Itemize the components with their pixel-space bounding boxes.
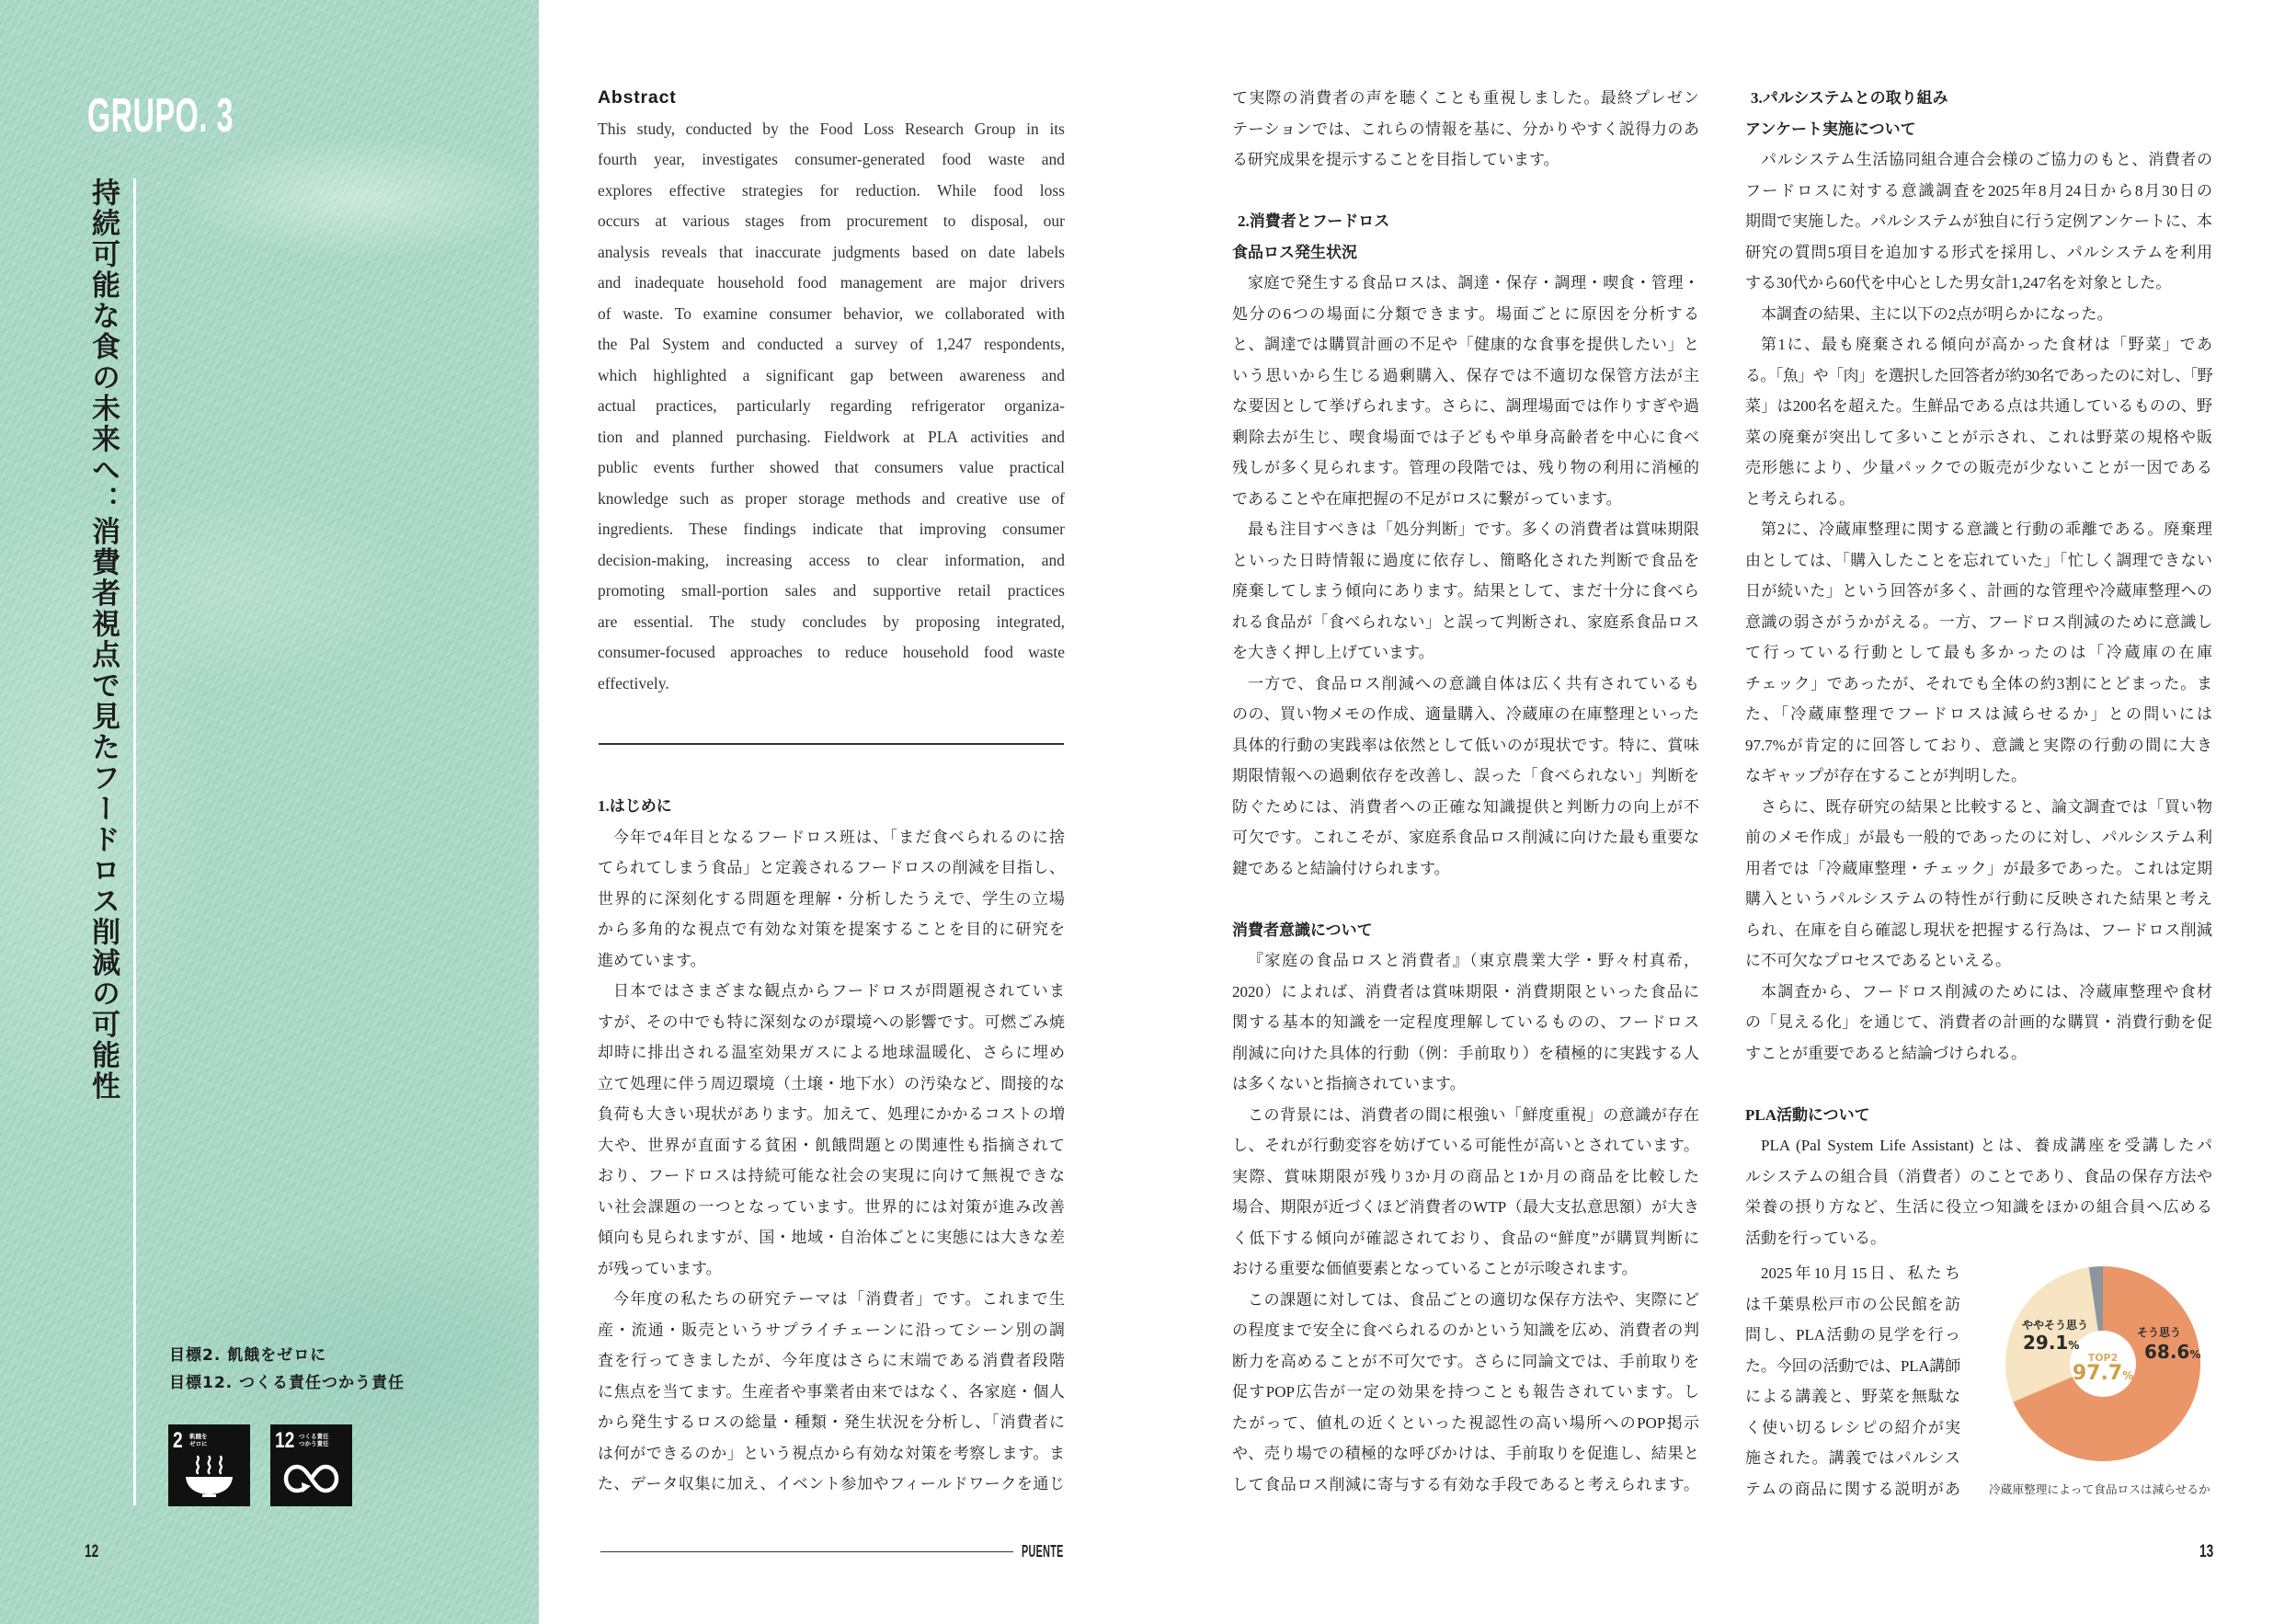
text-line: による講義と、野菜を無駄な [1745, 1388, 1960, 1405]
text-line: く使い切るレシピの紹介が実 [1745, 1418, 1960, 1436]
text-line: knowledge such as proper storage methods and creative use of [598, 488, 1065, 508]
subsection-heading: PLA活動について [1745, 1105, 1870, 1124]
text-line: 大や、世界が直面する貧困・飢餓問題との関連性も指摘されて [598, 1136, 1065, 1154]
sdg-goal-number: 12 [275, 1428, 295, 1453]
text-line: さらに、既存研究の結果と比較すると、論文調査では「買い物 [1761, 797, 2212, 816]
text-line: decision-making, increasing access to clear information, and [598, 550, 1065, 569]
text-line: 今年で4年目となるフードロス班は、「まだ食べられるのに捨 [613, 828, 1065, 846]
section-heading: 1.はじめに [598, 797, 672, 815]
text-line: して食品ロス削減に寄与する有効な手段であると考えられます。 [1232, 1475, 1699, 1493]
text-line: 残しが多く見られます。管理の段階では、残り物の利用に消極的 [1232, 459, 1699, 476]
text-line: フードロスに対する意識調査を2025年8月24日から8月30日の [1745, 181, 2212, 200]
text-line: ingredients. These findings indicate that improving consumer [598, 520, 1065, 538]
abstract-heading: Abstract [598, 87, 677, 108]
slice-label: ややそう思う [2022, 1319, 2089, 1332]
text-line: パルシステム生活協同組合連合会様のご協力のもと、消費者の [1761, 151, 2212, 168]
section-heading: 3.パルシステムとの取り組み [1751, 89, 1948, 107]
text-line: This study, conducted by the Food Loss Research Group in its [598, 119, 1065, 138]
group-label: GRUPO. 3 [87, 89, 234, 143]
text-line: promoting small-portion sales and supportive retail practices [598, 581, 1065, 600]
text-line: 研究の質問5項目を追加する形式を採用し、パルシステムを利用 [1745, 243, 2212, 261]
page-number-left: 12 [85, 1542, 99, 1561]
abstract-block [598, 83, 1065, 699]
sdg-goal-label-line: ゼロに [189, 1440, 208, 1447]
text-line: い社会課題の一つとなっています。世界的には対策が進み改善 [598, 1197, 1065, 1216]
text-line: 削減に向けた具体的行動（例：手前取り）を積極的に実践する人 [1232, 1044, 1699, 1062]
text-line: は何ができるのか」という視点から有効な対策を考察します。ま [598, 1444, 1065, 1462]
text-line: 由としては、「購入したことを忘れていた」「忙しく調理できない [1745, 551, 2212, 569]
text-line: 防ぐためには、消費者への正確な知識提供と判断力の向上が不 [1232, 797, 1699, 816]
text-line: 鍵であると結論付けられます。 [1232, 859, 1450, 877]
text-line: たがって、値札の近くといった視認性の高い場所へのPOP掲示 [1232, 1413, 1699, 1432]
text-line: れる食品が「食べられない」と誤って判断され、家庭系食品ロス [1232, 612, 1699, 631]
text-line: 今年度の私たちの研究テーマは「消費者」です。これまで生 [613, 1290, 1065, 1308]
text-line: が残っています。 [598, 1259, 722, 1277]
text-line: 傾向も見られますが、国・地域・自治体ごとに実態には大きな差 [598, 1229, 1065, 1246]
text-line: の「見える化」を通じて、消費者の計画的な購買・消費行動を促 [1745, 1013, 2212, 1031]
text-line: に不可欠なプロセスであるといえる。 [1745, 952, 2011, 969]
text-line: おける重要な価値要素となっていることが示唆されます。 [1232, 1260, 1638, 1277]
text-line: 却時に排出される温室効果ガスによる地球温暖化、さらに埋め [598, 1044, 1065, 1061]
slice-label: そう思う [2137, 1326, 2182, 1339]
text-line: 可欠です。これこそが、家庭系食品ロス削減に向けた最も重要な [1232, 829, 1699, 846]
center-value-number: 97.7 [2072, 1362, 2123, 1385]
sdg-goal-label [189, 1433, 208, 1447]
text-line: 問し、PLA活動の見学を行っ [1745, 1326, 1960, 1344]
text-line: public events further showed that consumers value practical [598, 458, 1065, 476]
subsection-heading: アンケート実施について [1745, 120, 1916, 138]
text-line: と考えられる。 [1745, 489, 1855, 508]
line-spacer [1232, 884, 1699, 915]
text-line: て実際の消費者の声を聴くことも重視しました。最終プレゼン [1232, 89, 1699, 107]
text-line: 施された。講義ではパルシス [1745, 1449, 1960, 1467]
text-line: 購入というパルシステムの特性が行動に反映された結果と考え [1745, 890, 2212, 908]
text-line: のの、買い物メモの作成、適量購入、冷蔵庫の在庫整理といった [1232, 705, 1699, 723]
center-label: TOP2 [2087, 1352, 2119, 1364]
text-line: の程度まで安全に食べられるのかという知識を広め、消費者の判 [1232, 1321, 1699, 1339]
text-line: 第1に、最も廃棄される傾向が高かった食材は「野菜」であ [1761, 336, 2212, 353]
text-line: 産・流通・販売というサプライチェーンに沿ってシーン別の調 [598, 1321, 1065, 1339]
text-line: PLA (Pal System Life Assistant) とは、養成講座を受講したパ [1761, 1137, 2212, 1154]
title-rule [133, 178, 136, 1505]
text-line: 売形態により、少量パックでの販売が少ないことが一因である [1745, 459, 2212, 476]
text-line: なギャップが存在することが判明した。 [1745, 767, 2027, 784]
text-line: 場合、期限が近づくほど消費者のWTP（最大支払意思額）が大き [1232, 1198, 1699, 1216]
line-spacer [1232, 176, 1699, 207]
text-line: いう思いから生じる過剰購入、保存では不適切な保管方法が主 [1232, 366, 1699, 384]
cover-panel [0, 0, 539, 1624]
text-line: of waste. To examine consumer behavior, we collaborated with [598, 303, 1065, 323]
text-line: は多くないと指摘されています。 [1232, 1075, 1466, 1092]
sdg-goal-label-line: つかう責任 [299, 1440, 329, 1447]
text-line: 促すPOP広告が一定の効果を持つことも報告されています。し [1232, 1383, 1699, 1401]
text-line: 97.7%が肯定的に回答しており、意識と実際の行動の間に大き [1745, 736, 2212, 754]
subsection-heading: 消費者意識について [1232, 921, 1373, 939]
text-line: 菜の廃棄が突出して多いことが示され、これは野菜の規格や販 [1745, 428, 2212, 446]
text-line: explores effective strategies for reduction. While food loss [598, 180, 1065, 200]
text-line: に焦点を当てます。生産者や事業者由来ではなく、各家庭・個人 [598, 1382, 1065, 1401]
donut-chart [2005, 1266, 2200, 1461]
text-line: た。今回の活動では、PLA講師 [1745, 1356, 1960, 1375]
text-line: 家庭で発生する食品ロスは、調達・保存・調理・喫食・管理・ [1248, 274, 1699, 292]
percent-sign: % [2189, 1348, 2201, 1361]
sdg-goal-label-line: つくる責任 [299, 1433, 329, 1440]
center-value [2005, 1363, 2200, 1387]
text-line: や、売り場での積極的な呼びかけは、手前取りを促進し、結果と [1232, 1445, 1699, 1462]
percent-sign: % [2122, 1369, 2134, 1382]
text-line: る。「魚」や「肉」を選択した回答者が約30名であったのに対し、「野 [1745, 366, 2212, 384]
text-line: 2025年10月15日、私たち [1761, 1264, 1960, 1282]
section-1-intro [598, 791, 1065, 1500]
text-line: 進めています。 [598, 951, 706, 969]
page-number-right: 13 [2199, 1542, 2214, 1561]
text-line: 前のメモ作成」が最も一般的であったのに対し、パルシステム利 [1745, 829, 2212, 846]
text-line: 菜」は200名を超えた。生鮮品である点は共通しているものの、野 [1745, 397, 2212, 415]
slice-value-number: 68.6 [2144, 1341, 2190, 1363]
text-line: 負荷も大きい現状があります。加えて、処理にかかるコストの増 [598, 1105, 1065, 1123]
text-line: チェック」であったが、それでも全体の約3割にとどまった。ま [1745, 674, 2212, 692]
text-line: た、データ収集に加え、イベント参加やフィールドワークを通じ [598, 1475, 1065, 1492]
text-line: すが、その中でも特に深刻なのが環境への影響です。可燃ごみ焼 [598, 1012, 1065, 1031]
text-line: 剰除去が生じ、喫食場面では子どもや単身高齢者を中心に食べ [1232, 428, 1699, 446]
text-line: な要因として挙げられます。さらに、調理場面では作りすぎや過 [1232, 397, 1699, 415]
footer-rule [600, 1551, 1013, 1552]
text-line: 世界的に深刻化する問題を理解・分析したうえで、学生の立場 [598, 889, 1065, 908]
text-line: occurs at various stages from procurement to disposal, our [598, 212, 1065, 230]
text-line: the Pal System and conducted a survey of 1,247 respondents, [598, 335, 1065, 353]
pla-narrow-text [1745, 1258, 1960, 1504]
text-line: 栄養の摂り方など、生活に役立つ知識をほかの組合員へ広める [1745, 1198, 2212, 1216]
text-line: く低下する傾向が確認されており、食品の“鮮度”が購買判断に [1232, 1229, 1699, 1247]
chart-caption: 冷蔵庫整理によって食品ロスは減らせるか [1989, 1482, 2210, 1496]
text-line: 第2に、冷蔵庫整理に関する意識と行動の乖離である。廃棄理 [1761, 520, 2212, 538]
text-line: から多角的な視点で有効な対策を提案することを目的に研究を [598, 921, 1065, 938]
text-line: 実際、賞味期限が残り3か月の商品と1か月の商品を比較した [1232, 1167, 1699, 1185]
slice-value-number: 29.1 [2023, 1332, 2069, 1354]
sdg-goal-list [169, 1342, 405, 1397]
text-line: 本調査の結果、主に以下の2点が明らかになった。 [1761, 304, 2113, 323]
abstract-divider [599, 743, 1064, 745]
text-line: 査を行ってきましたが、今年度はさらに末端である消費者段階 [598, 1352, 1065, 1369]
text-line: 日本ではさまざまな観点からフードロスが問題視されていま [613, 982, 1065, 1000]
text-line: 活動を行っている。 [1745, 1229, 1886, 1247]
sdg-goal-label-line: 飢餓を [189, 1433, 208, 1440]
text-line: する30代から60代を中心とした男女計1,247名を対象とした。 [1745, 274, 2172, 292]
text-line: この課題に対しては、食品ごとの適切な保存方法や、実際にど [1248, 1290, 1699, 1309]
text-line: た、「冷蔵庫整理でフードロスは減らせるか」との問いには [1745, 705, 2212, 723]
text-line: analysis reveals that inaccurate judgments based on date labels [598, 242, 1065, 261]
text-line: られ、在庫を自ら確認し現状を把握する行為は、フードロス削減 [1745, 921, 2212, 939]
text-line: 立て処理に伴う周辺環境（土壌・地下水）の汚染など、間接的な [598, 1074, 1065, 1092]
text-line: consumer-focused approaches to reduce household food waste [598, 643, 1065, 661]
sdg-goal-12-text: 目標12. つくる責任つかう責任 [169, 1374, 406, 1392]
text-line: といった日時情報に過度に依存し、簡略化された判断で食品を [1232, 551, 1699, 569]
text-line: であることや在庫把握の不足がロスに繋がっています。 [1232, 489, 1622, 508]
text-line: which highlighted a significant gap between awareness and [598, 365, 1065, 384]
text-line: 最も注目すべきは「処分判断」です。多くの消費者は賞味期限 [1248, 520, 1699, 538]
text-line: 期間で実施した。パルシステムが独自に行う定例アンケートに、本 [1745, 212, 2212, 230]
text-line: ルシステムの組合員（消費者）のことであり、食品の保存方法や [1745, 1167, 2212, 1185]
text-line: 日が続いた」という回答が多く、計画的な管理や冷蔵庫整理への [1745, 582, 2212, 600]
line-spacer [1745, 1069, 2212, 1100]
text-line: 関する基本的知識を一定程度理解しているものの、フードロス [1232, 1013, 1699, 1031]
text-line: effectively. [598, 673, 669, 692]
text-line: actual practices, particularly regarding refrigerator organiza- [598, 396, 1065, 415]
section-heading: 2.消費者とフードロス [1238, 212, 1390, 230]
sdg-goal-label [299, 1433, 329, 1447]
text-line: テーションでは、これらの情報を基に、分かりやすく説得力のあ [1232, 120, 1699, 138]
text-line: テムの商品に関する説明があ [1745, 1480, 1960, 1498]
article-title: 持続可能な食の未来へ：消費者視点で見たフードロス削減の可能性 [86, 177, 120, 1102]
text-line: 処分の6つの場面に分類できます。場面ごとに原因を分析する [1232, 304, 1699, 323]
text-line: 期限情報への過剰依存を改善し、誤った「食べられない」判断を [1232, 767, 1699, 784]
column-2 [1232, 83, 1699, 1500]
sdg-goal-2-text: 目標2. 飢餓をゼロに [169, 1346, 327, 1365]
text-line: 2020）によれば、消費者は賞味期限・消費期限といった食品に [1232, 982, 1699, 1001]
percent-sign: % [2068, 1339, 2080, 1352]
text-line: 本調査から、フードロス削減のためには、冷蔵庫整理や食材 [1761, 982, 2212, 1001]
text-line: を大きく押し上げています。 [1232, 644, 1434, 661]
text-line: are essential. The study concludes by proposing integrated, [598, 612, 1065, 631]
sdg-goal-number: 2 [173, 1428, 183, 1453]
text-line: 意識の弱さがうかがえる。一方、フードロス削減のために意識し [1745, 612, 2212, 631]
text-line: おり、フードロスは持続可能な社会の実現に向けて無視できな [598, 1167, 1065, 1184]
text-line: 具体的行動の実践率は依然として低いのが現状です。特に、賞味 [1232, 736, 1699, 754]
text-line: and inadequate household food management are major drivers [598, 273, 1065, 292]
text-line: 用者では「冷蔵庫整理・チェック」が最多であった。これは定期 [1745, 859, 2212, 877]
text-line: て行っている行動として最も多かったのは「冷蔵庫の在庫 [1745, 644, 2212, 661]
text-line: すことが重要であると結論づけられる。 [1745, 1044, 2027, 1062]
text-line: る研究成果を提示することを目指しています。 [1232, 151, 1559, 168]
text-line: tion and planned purchasing. Fieldwork at PLA activities and [598, 427, 1065, 446]
text-line: この背景には、消費者の間に根強い「鮮度重視」の意識が存在 [1248, 1105, 1699, 1124]
text-line: と、調達では購買計画の不足や「健康的な食事を提供したい」と [1232, 336, 1699, 353]
text-line: 断力を高めることが不可欠です。さらに同論文では、手前取りを [1232, 1352, 1699, 1370]
text-line: 廃棄してしまう傾向にあります。結果として、まだ十分に食べら [1232, 582, 1699, 600]
text-line: fourth year, investigates consumer-generated food waste and [598, 150, 1065, 168]
text-line: てられてしまう食品」と定義されるフードロスの削減を目指し、 [598, 859, 1065, 876]
subsection-heading: 食品ロス発生状況 [1232, 243, 1357, 261]
text-line: から発生するロスの総量・種類・発生状況を分析し、「消費者に [598, 1413, 1065, 1431]
text-line: 一方で、食品ロス削減への意識自体は広く共有されているも [1248, 674, 1699, 692]
text-line: し、それが行動変容を妨げている可能性が高いとされています。 [1232, 1137, 1699, 1154]
sdg-goal-2-badge [168, 1424, 250, 1506]
text-line: は千葉県松戸市の公民館を訪 [1745, 1295, 1960, 1313]
text-line: 『家庭の食品ロスと消費者』（東京農業大学・野々村真希， [1248, 952, 1699, 969]
sdg-goal-12-badge [270, 1424, 352, 1506]
magazine-name: PUENTE [1022, 1542, 1064, 1561]
